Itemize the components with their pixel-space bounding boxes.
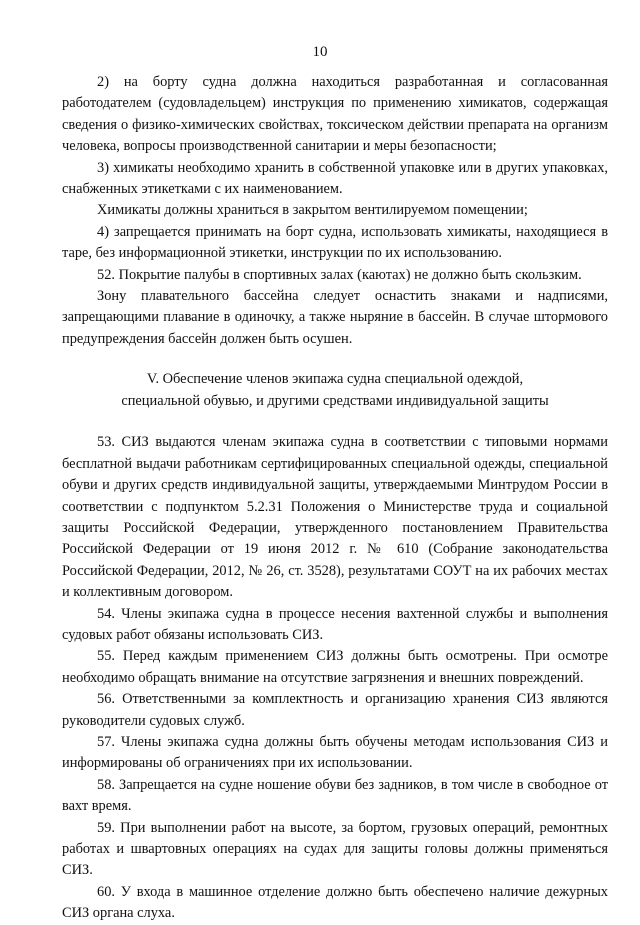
page-number: 10 — [312, 44, 328, 60]
document-body — [62, 72, 608, 925]
paragraph-60: 60. У входа в машинное отделение должно быть обеспечено наличие дежурных СИЗ органа слуха. — [62, 883, 608, 922]
paragraph-57: 57. Члены экипажа судна должны быть обучены методам использования СИЗ и информированы об ограничениях при их использовании. — [62, 733, 608, 772]
paragraph-item-2: 2) на борту судна должна находиться разработанная и согласованная работодателем (судовладельцем) инструкция по применению химикатов, содержащая сведения о физико-химических свойствах, токсическом действии препарата на организм человека, вопросы производственной санитарии и меры безопасности; — [62, 74, 608, 155]
section-heading-line-1: V. Обеспечение членов экипажа судна специальной одеждой, — [146, 371, 524, 388]
paragraph-54: 54. Члены экипажа судна в процессе несения вахтенной службы и выполнения судовых работ обязаны использовать СИЗ. — [62, 605, 608, 643]
paragraph-storage-rule: Химикаты должны храниться в закрытом вентилируемом помещении; — [97, 202, 528, 219]
paragraph-52: 52. Покрытие палубы в спортивных залах (каютах) не должно быть скользким. — [97, 266, 582, 283]
paragraph-56: 56. Ответственными за комплектность и организацию хранения СИЗ являются руководители судовых служб. — [62, 691, 608, 729]
paragraph-59: 59. При выполнении работ на высоте, за бортом, грузовых операций, ремонтных работах и швартовных операциях на судах для защиты головы должны применяться СИЗ. — [62, 819, 608, 879]
section-heading-line-2: специальной обувью, и другими средствами индивидуальной защиты — [121, 393, 549, 410]
paragraph-pool-zone: Зону плавательного бассейна следует оснастить знаками и надписями, запрещающими плавание в одиночку, а также ныряние в бассейн. В случае штормового предупреждения бассейн должен быть осушен. — [62, 288, 608, 347]
section-heading — [62, 368, 608, 412]
paragraph-item-4: 4) запрещается принимать на борт судна, использовать химикаты, находящиеся в таре, без информационной этикетки, инструкции по их использованию. — [62, 223, 608, 262]
paragraph-55: 55. Перед каждым применением СИЗ должны быть осмотрены. При осмотре необходимо обращать внимание на отсутствие загрязнения и внешних повреждений. — [62, 648, 608, 686]
paragraph-item-3: 3) химикаты необходимо хранить в собственной упаковке или в других упаковках, снабженных этикетками с их наименованием. — [62, 159, 608, 198]
paragraph-58: 58. Запрещается на судне ношение обуви без задников, в том числе в свободное от вахт время. — [62, 776, 608, 815]
paragraph-53: 53. СИЗ выдаются членам экипажа судна в соответствии с типовыми нормами бесплатной выдачи работникам сертифицированных специальной одежды, специальной обуви и других средств индивидуальной защиты, утверждаемыми Минтрудом России в соответствии с подпунктом 5.2.31 Положения о Министерстве труда и социальной защиты Российской Федерации, утвержденного постановлением Правительства Российской Федерации от 19 июня 2012 г. № 610 (Собрание законодательства Российской Федерации, 2012, № 26, ст. 3528), результатами СОУТ на их рабочих местах и коллективным договором. — [62, 434, 608, 601]
